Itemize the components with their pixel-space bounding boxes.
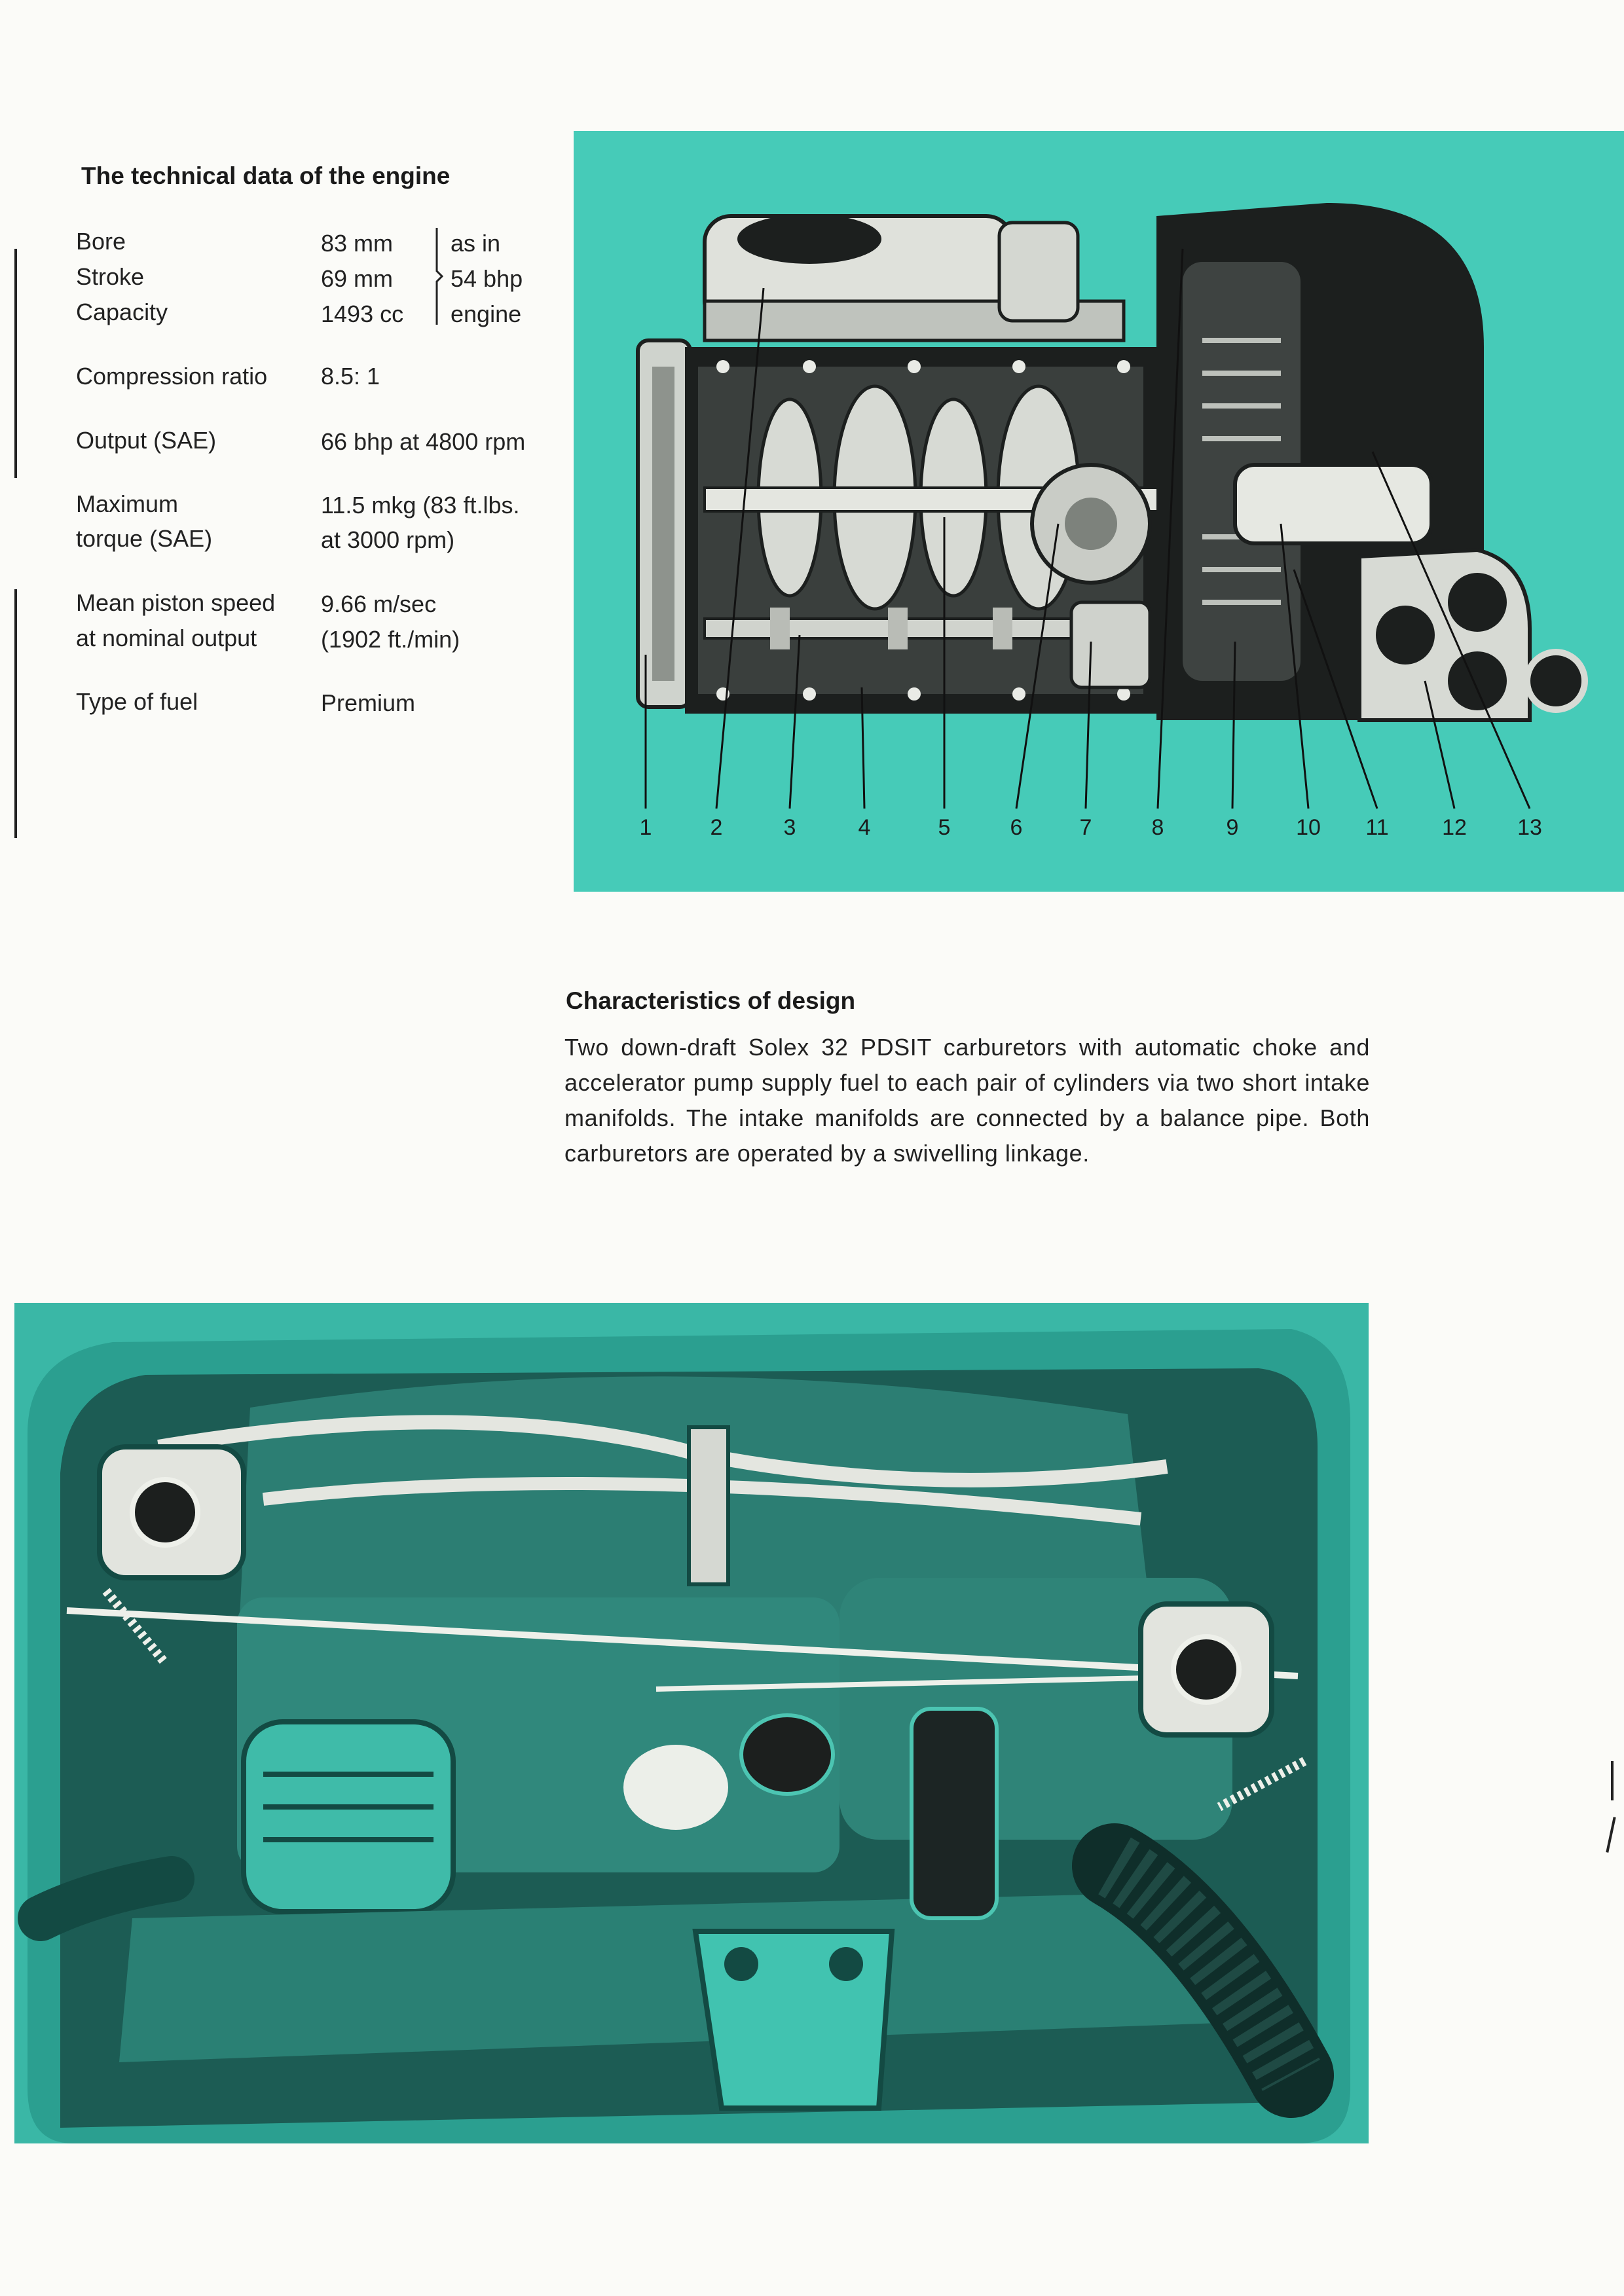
bracket-note-line: as in: [451, 230, 501, 257]
callout-number: 10: [1296, 815, 1321, 840]
spec-value: 66 bhp at 4800 rpm: [321, 428, 526, 455]
spec-value: 69 mm: [321, 265, 394, 292]
callout-number: 3: [783, 815, 796, 840]
spec-label: at nominal output: [76, 625, 257, 651]
spec-value: Premium: [321, 689, 416, 716]
callout-number: 11: [1365, 815, 1389, 840]
engine-bay-illustration: [14, 1303, 1369, 2143]
spec-label: Bore: [76, 228, 126, 255]
spec-label: Capacity: [76, 299, 168, 325]
design-title: Characteristics of design: [566, 987, 856, 1014]
left-edge-mark: [14, 249, 17, 478]
right-edge-mark: [1611, 1761, 1614, 1800]
spec-label: Compression ratio: [76, 363, 268, 390]
callout-number: 13: [1517, 815, 1542, 840]
right-edge-mark-2: [1606, 1817, 1615, 1853]
as-in-bracket: [435, 228, 444, 325]
spec-label: Mean piston speed: [76, 589, 276, 616]
spec-label: Maximum: [76, 490, 179, 517]
spec-value: 9.66 m/sec: [321, 591, 437, 617]
spec-value: 11.5 mkg (83 ft.lbs.: [321, 492, 520, 519]
design-description: Two down-draft Solex 32 PDSIT carburetors with automatic choke and accelerator pump supply fuel to each pair of cylinders via two short intake manifolds. The intake manifolds are connected by a balance pipe. Both carburetors are operated by a swivelling linkage.: [564, 1034, 1370, 1167]
spec-value: 1493 cc: [321, 301, 404, 327]
callout-number: 7: [1079, 815, 1092, 840]
callout-number: 5: [938, 815, 951, 840]
callout-number: 4: [858, 815, 871, 840]
engine-cutaway-diagram: [574, 131, 1624, 892]
spec-value: at 3000 rpm): [321, 526, 455, 553]
spec-label: Type of fuel: [76, 688, 198, 715]
engine-cutaway-illustration: [574, 131, 1624, 892]
spec-label: Output (SAE): [76, 427, 217, 454]
engine-bay-photo: [14, 1303, 1369, 2143]
spec-value: 83 mm: [321, 230, 394, 257]
spec-label: torque (SAE): [76, 525, 213, 552]
callout-number: 8: [1151, 815, 1164, 840]
spec-value: (1902 ft./min): [321, 626, 460, 653]
bracket-note-line: 54 bhp: [451, 265, 523, 292]
spec-label: Stroke: [76, 263, 145, 290]
spec-value: 8.5: 1: [321, 363, 380, 390]
callout-number: 9: [1226, 815, 1239, 840]
tech-data-title: The technical data of the engine: [81, 162, 451, 189]
left-edge-mark-lower: [14, 589, 17, 838]
bracket-note-line: engine: [451, 301, 522, 327]
callout-number: 2: [710, 815, 723, 840]
callout-number: 12: [1442, 815, 1467, 840]
callout-number: 1: [639, 815, 652, 840]
callout-number: 6: [1010, 815, 1023, 840]
